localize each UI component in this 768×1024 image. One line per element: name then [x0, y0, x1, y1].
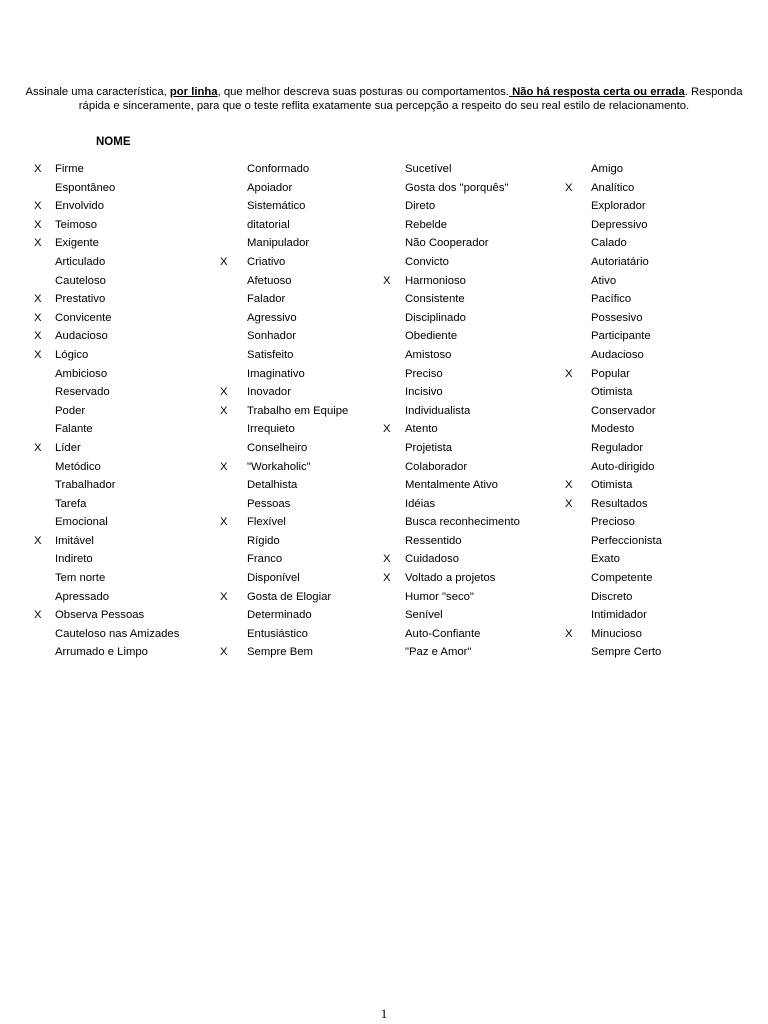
- characteristic-label: Disponível: [247, 572, 300, 585]
- selection-mark[interactable]: X: [34, 293, 42, 306]
- table-row: [0, 365, 768, 384]
- selection-mark[interactable]: X: [220, 516, 228, 529]
- characteristic-label: Exigente: [55, 237, 99, 250]
- characteristic-label: Envolvido: [55, 200, 104, 213]
- characteristic-label: Auto-Confiante: [405, 627, 481, 640]
- characteristic-label: Convicto: [405, 255, 449, 268]
- characteristic-label: Gosta dos "porquês": [405, 181, 509, 194]
- table-row: [0, 197, 768, 216]
- characteristic-label: Mentalmente Ativo: [405, 479, 498, 492]
- characteristic-label: Flexível: [247, 516, 286, 529]
- characteristic-label: Consistente: [405, 293, 465, 306]
- characteristic-label: Idéias: [405, 497, 436, 510]
- characteristic-label: Conservador: [591, 404, 656, 417]
- characteristic-label: Irrequieto: [247, 423, 295, 436]
- selection-mark[interactable]: X: [220, 646, 228, 659]
- selection-mark[interactable]: X: [220, 460, 228, 473]
- instructions: [20, 86, 748, 113]
- characteristic-label: Líder: [55, 441, 81, 454]
- characteristic-label: Apoiador: [247, 181, 293, 194]
- characteristic-label: Sucetível: [405, 163, 452, 175]
- characteristic-label: Sempre Bem: [247, 646, 313, 659]
- characteristic-label: Sonhador: [247, 330, 296, 343]
- characteristic-label: Tarefa: [55, 497, 87, 510]
- table-row: [0, 216, 768, 235]
- characteristic-label: Busca reconhecimento: [405, 516, 520, 529]
- characteristic-label: Inovador: [247, 386, 291, 399]
- characteristic-label: Audacioso: [55, 330, 108, 343]
- characteristic-label: Minucioso: [591, 627, 642, 640]
- characteristic-label: "Workaholic": [247, 460, 311, 473]
- characteristic-label: Convicente: [55, 311, 112, 324]
- selection-mark[interactable]: X: [220, 255, 228, 268]
- characteristic-label: Pessoas: [247, 497, 291, 510]
- characteristic-label: Reservado: [55, 386, 110, 399]
- table-row: [0, 234, 768, 253]
- page-number: 1: [380, 1006, 388, 1021]
- characteristic-label: ditatorial: [247, 218, 290, 231]
- selection-mark[interactable]: X: [565, 367, 573, 380]
- characteristic-label: Apressado: [55, 590, 110, 603]
- characteristic-label: Possesivo: [591, 311, 643, 324]
- characteristic-label: Harmonioso: [405, 274, 466, 287]
- table-row: [0, 532, 768, 551]
- characteristic-label: Franco: [247, 553, 283, 566]
- characteristic-label: Conformado: [247, 163, 310, 175]
- characteristic-label: Preciso: [405, 367, 443, 380]
- selection-mark[interactable]: X: [34, 534, 42, 547]
- selection-mark[interactable]: X: [565, 181, 573, 194]
- characteristic-label: Amistoso: [405, 348, 452, 361]
- characteristic-label: Gosta de Elogiar: [247, 590, 332, 603]
- selection-mark[interactable]: X: [383, 423, 391, 436]
- characteristic-label: Determinado: [247, 609, 312, 622]
- characteristic-label: Competente: [591, 572, 653, 585]
- characteristic-label: Senível: [405, 609, 443, 622]
- characteristic-label: Ambicioso: [55, 367, 108, 380]
- table-row: [0, 160, 768, 179]
- table-row: [0, 476, 768, 495]
- characteristic-label: Observa Pessoas: [55, 609, 145, 622]
- characteristic-label: Emocional: [55, 516, 108, 529]
- characteristic-label: Explorador: [591, 200, 646, 213]
- characteristic-label: Direto: [405, 200, 436, 213]
- instructions-text-3: . Responda rápida e sinceramente, para que o teste reflita exatamente sua percepção a respeito do seu real estilo de relacionamento.: [78, 86, 743, 112]
- table-row: [0, 569, 768, 588]
- characteristic-label: Imitável: [55, 534, 94, 547]
- characteristic-label: Analítico: [591, 181, 635, 194]
- table-row: [0, 643, 768, 662]
- characteristic-label: Imaginativo: [247, 367, 305, 380]
- characteristic-label: Autoriatário: [591, 255, 649, 268]
- characteristic-label: Arrumado e Limpo: [55, 646, 148, 659]
- table-row: [0, 309, 768, 328]
- characteristic-label: Incisivo: [405, 386, 443, 399]
- instructions-emphasis-no-right-answer: Não há resposta certa ou errada: [508, 86, 685, 98]
- characteristic-label: Rígido: [247, 534, 280, 547]
- table-row: [0, 439, 768, 458]
- table-row: [0, 606, 768, 625]
- characteristic-label: Trabalho em Equipe: [247, 404, 349, 417]
- selection-mark[interactable]: X: [220, 404, 228, 417]
- characteristic-label: Exato: [591, 553, 620, 566]
- characteristic-label: Calado: [591, 237, 627, 250]
- table-row: [0, 402, 768, 421]
- characteristic-label: Individualista: [405, 404, 471, 417]
- table-row: [0, 550, 768, 569]
- characteristic-label: Sempre Certo: [591, 646, 662, 659]
- characteristic-label: Depressivo: [591, 218, 648, 231]
- characteristic-label: Conselheiro: [247, 441, 308, 454]
- characteristic-label: Regulador: [591, 441, 644, 454]
- characteristic-label: Perfeccionista: [591, 534, 662, 547]
- table-row: [0, 327, 768, 346]
- selection-mark[interactable]: X: [34, 609, 42, 622]
- characteristic-label: Audacioso: [591, 348, 644, 361]
- characteristic-label: Otimista: [591, 386, 633, 399]
- selection-mark[interactable]: X: [34, 200, 42, 213]
- table-row: [0, 495, 768, 514]
- characteristic-label: "Paz e Amor": [405, 646, 472, 659]
- characteristic-label: Auto-dirigido: [591, 460, 655, 473]
- characteristic-label: Tem norte: [55, 572, 106, 585]
- characteristic-label: Prestativo: [55, 293, 106, 306]
- table-row: [0, 420, 768, 439]
- instructions-text-1: Assinale uma característica,: [25, 86, 170, 98]
- table-row: [0, 179, 768, 198]
- selection-mark[interactable]: X: [220, 386, 228, 399]
- characteristic-label: Falante: [55, 423, 93, 436]
- characteristic-label: Não Cooperador: [405, 237, 489, 250]
- table-row: [0, 383, 768, 402]
- table-row: [0, 513, 768, 532]
- selection-mark[interactable]: X: [34, 441, 42, 454]
- characteristics-grid: [0, 160, 768, 662]
- table-row: [0, 588, 768, 607]
- characteristic-label: Entusiástico: [247, 627, 308, 640]
- selection-mark[interactable]: X: [565, 479, 573, 492]
- selection-mark[interactable]: X: [34, 330, 42, 343]
- characteristic-label: Discreto: [591, 590, 633, 603]
- characteristic-label: Agressivo: [247, 311, 297, 324]
- table-row: [0, 625, 768, 644]
- characteristic-label: Criativo: [247, 255, 286, 268]
- characteristic-label: Disciplinado: [405, 311, 466, 324]
- characteristic-label: Sistemático: [247, 200, 306, 213]
- characteristic-label: Humor "seco": [405, 590, 474, 603]
- selection-mark[interactable]: X: [565, 627, 573, 640]
- characteristic-label: Teimoso: [55, 218, 98, 231]
- characteristic-label: Detalhista: [247, 479, 298, 492]
- characteristic-label: Manipulador: [247, 237, 310, 250]
- instructions-text-2: , que melhor descreva suas posturas ou comportamentos.: [217, 86, 509, 98]
- characteristic-label: Afetuoso: [247, 274, 292, 287]
- characteristic-label: Cauteloso: [55, 274, 106, 287]
- characteristic-label: Participante: [591, 330, 651, 343]
- characteristic-label: Obediente: [405, 330, 458, 343]
- characteristic-label: Amigo: [591, 163, 624, 175]
- selection-mark[interactable]: X: [34, 348, 42, 361]
- table-row: [0, 458, 768, 477]
- selection-mark[interactable]: X: [34, 163, 42, 175]
- characteristic-label: Espontâneo: [55, 181, 116, 194]
- selection-mark[interactable]: X: [565, 497, 573, 510]
- characteristic-label: Ativo: [591, 274, 617, 287]
- nome-label: NOME: [96, 136, 131, 148]
- characteristic-label: Ressentido: [405, 534, 462, 547]
- characteristic-label: Rebelde: [405, 218, 448, 231]
- characteristic-label: Voltado a projetos: [405, 572, 496, 585]
- characteristic-label: Firme: [55, 163, 84, 175]
- characteristic-label: Cauteloso nas Amizades: [55, 627, 180, 640]
- characteristic-label: Cuidadoso: [405, 553, 460, 566]
- selection-mark[interactable]: X: [383, 572, 391, 585]
- characteristic-label: Otimista: [591, 479, 633, 492]
- selection-mark[interactable]: X: [34, 237, 42, 250]
- characteristic-label: Precioso: [591, 516, 635, 529]
- characteristic-label: Indireto: [55, 553, 93, 566]
- selection-mark[interactable]: X: [34, 218, 42, 231]
- characteristic-label: Projetista: [405, 441, 453, 454]
- characteristic-label: Metódico: [55, 460, 101, 473]
- characteristic-label: Articulado: [55, 255, 106, 268]
- characteristic-label: Satisfeito: [247, 348, 294, 361]
- selection-mark[interactable]: X: [34, 311, 42, 324]
- characteristic-label: Modesto: [591, 423, 635, 436]
- table-row: [0, 346, 768, 365]
- selection-mark[interactable]: X: [383, 274, 391, 287]
- selection-mark[interactable]: X: [383, 553, 391, 566]
- characteristic-label: Trabalhador: [55, 479, 116, 492]
- characteristic-label: Popular: [591, 367, 630, 380]
- characteristic-label: Resultados: [591, 497, 648, 510]
- table-row: [0, 253, 768, 272]
- characteristic-label: Intimidador: [591, 609, 647, 622]
- characteristic-label: Lógico: [55, 348, 89, 361]
- characteristic-label: Falador: [247, 293, 286, 306]
- instructions-emphasis-per-line: por linha: [169, 86, 218, 98]
- characteristic-label: Poder: [55, 404, 86, 417]
- characteristic-label: Atento: [405, 423, 438, 436]
- characteristic-label: Colaborador: [405, 460, 468, 473]
- selection-mark[interactable]: X: [220, 590, 228, 603]
- table-row: [0, 290, 768, 309]
- characteristic-label: Pacífico: [591, 293, 632, 306]
- table-row: [0, 272, 768, 291]
